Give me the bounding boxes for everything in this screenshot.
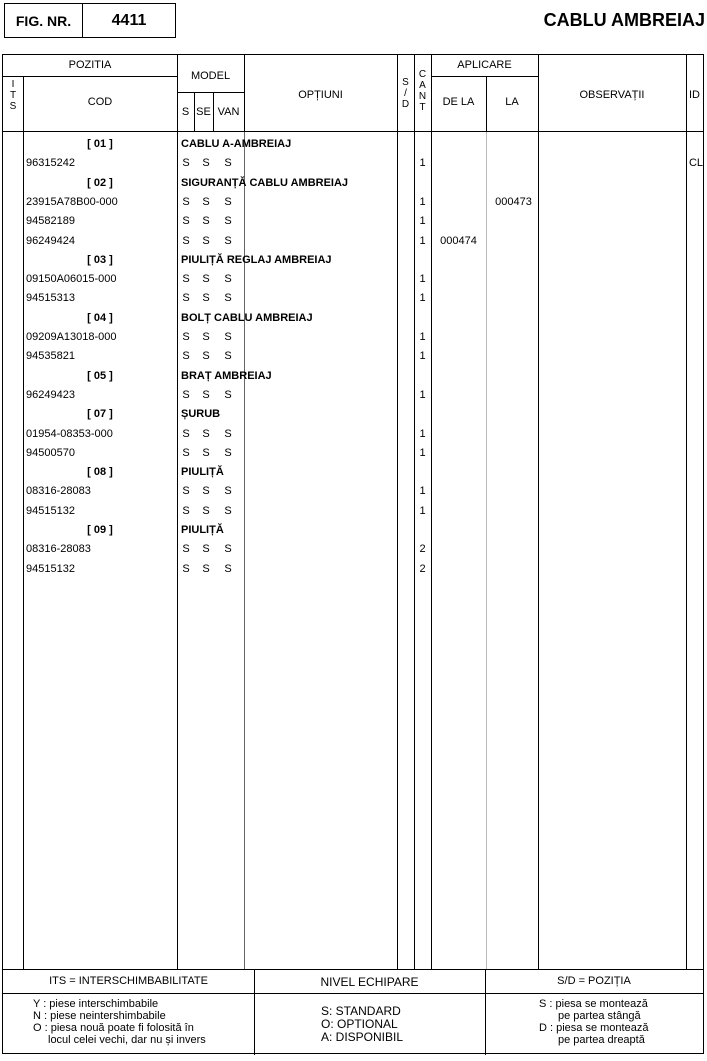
quantity-value: 2 xyxy=(419,543,426,556)
header-bottom-line xyxy=(3,131,703,132)
model-s-value: S xyxy=(182,331,190,343)
model-s-value: S xyxy=(182,485,190,498)
header-de-la: DE LA xyxy=(442,96,475,108)
header-model-s: S xyxy=(181,106,190,118)
footer-nivel-legend: S: STANDARD O: OPTIONAL A: DISPONIBIL xyxy=(321,1004,404,1044)
model-s-value: S xyxy=(182,350,190,363)
header-pozitia: POZITIA xyxy=(68,59,112,71)
model-s-value: S xyxy=(182,292,190,305)
model-s-value: S xyxy=(182,157,190,170)
model-s-value: S xyxy=(182,504,190,517)
quantity-value: 1 xyxy=(419,157,426,170)
model-van-value: S xyxy=(224,504,232,517)
model-van-value: S xyxy=(224,215,232,228)
part-code: 96249423 xyxy=(26,388,75,401)
model-se-value: S xyxy=(202,234,210,247)
quantity-value: 1 xyxy=(419,427,426,440)
part-code: 08316-28083 xyxy=(26,485,91,498)
quantity-value: 1 xyxy=(419,504,426,517)
part-row xyxy=(3,444,703,463)
part-code: 08316-28083 xyxy=(26,543,91,556)
part-code: 09150A06015-000 xyxy=(26,273,117,286)
model-se-value: S xyxy=(202,350,210,363)
part-code: 94515132 xyxy=(26,504,75,517)
header-model-van: VAN xyxy=(217,106,240,118)
figure-label: FIG. NR. xyxy=(5,4,83,37)
part-code: 94582189 xyxy=(26,215,75,228)
position-number: [ 08 ] xyxy=(87,466,113,479)
model-s-value: S xyxy=(182,562,190,575)
model-s-value: S xyxy=(182,388,190,401)
footer-top-line xyxy=(3,969,703,970)
part-row xyxy=(3,328,703,347)
position-number: [ 05 ] xyxy=(87,369,113,382)
header-observatii: OBSERVAȚII xyxy=(579,89,645,101)
part-row xyxy=(3,386,703,405)
header-its: I T S xyxy=(9,79,17,112)
model-se-value: S xyxy=(202,388,210,401)
model-se-value: S xyxy=(202,157,210,170)
part-row xyxy=(3,232,703,251)
quantity-value: 1 xyxy=(419,234,426,247)
footer-sd-title: S/D = POZIȚIA xyxy=(557,975,631,987)
part-row xyxy=(3,560,703,579)
part-row xyxy=(3,270,703,289)
model-divider xyxy=(177,92,244,93)
model-s-value: S xyxy=(182,273,190,286)
part-row xyxy=(3,347,703,366)
model-se-value: S xyxy=(202,273,210,286)
part-row xyxy=(3,540,703,559)
part-code: 96249424 xyxy=(26,234,75,247)
model-se-value: S xyxy=(202,215,210,228)
part-row xyxy=(3,289,703,308)
part-row xyxy=(3,482,703,501)
part-row xyxy=(3,212,703,231)
position-name: CABLU A-AMBREIAJ xyxy=(181,138,292,150)
model-s-value: S xyxy=(182,195,190,208)
model-se-value: S xyxy=(202,485,210,498)
quantity-value: 1 xyxy=(419,331,426,343)
part-code: 94515313 xyxy=(26,292,75,305)
footer-its-title: ITS = INTERSCHIMBABILITATE xyxy=(49,975,208,987)
position-name: PIULIȚĂ REGLAJ AMBREIAJ xyxy=(181,253,332,266)
header-model: MODEL xyxy=(190,70,231,82)
model-van-value: S xyxy=(224,388,232,401)
position-number: [ 09 ] xyxy=(87,524,113,536)
model-van-value: S xyxy=(224,543,232,556)
model-van-value: S xyxy=(224,427,232,440)
position-row xyxy=(3,463,703,482)
model-van-value: S xyxy=(224,562,232,575)
header-sd: S / D xyxy=(401,77,410,110)
position-number: [ 02 ] xyxy=(87,176,113,189)
part-row xyxy=(3,193,703,212)
part-code: 09209A13018-000 xyxy=(26,331,117,343)
part-code: 94515132 xyxy=(26,562,75,575)
model-s-value: S xyxy=(182,543,190,556)
quantity-value: 2 xyxy=(419,562,426,575)
quantity-value: 1 xyxy=(419,292,426,305)
position-row xyxy=(3,405,703,424)
quantity-value: 1 xyxy=(419,273,426,286)
position-row xyxy=(3,251,703,270)
model-van-value: S xyxy=(224,331,232,343)
page-title: CABLU AMBREIAJ xyxy=(543,10,705,30)
header-model-se: SE xyxy=(196,106,211,118)
aplicare-divider xyxy=(431,76,538,77)
position-number: [ 04 ] xyxy=(87,311,113,324)
quantity-value: 1 xyxy=(419,195,426,208)
header-la: LA xyxy=(505,96,519,108)
model-se-value: S xyxy=(202,562,210,575)
footer-nivel-title: NIVEL ECHIPARE xyxy=(320,975,419,989)
header-aplicare: APLICARE xyxy=(457,59,512,71)
model-se-value: S xyxy=(202,543,210,556)
position-row xyxy=(3,521,703,540)
model-se-value: S xyxy=(202,331,210,343)
quantity-value: 1 xyxy=(419,350,426,363)
header-cod: COD xyxy=(87,96,113,108)
model-s-value: S xyxy=(182,446,190,459)
position-number: [ 01 ] xyxy=(87,138,113,150)
model-van-value: S xyxy=(224,195,232,208)
position-number: [ 07 ] xyxy=(87,408,113,421)
position-name: SIGURANȚĂ CABLU AMBREIAJ xyxy=(181,176,349,189)
applies-from-value: 000474 xyxy=(440,234,477,247)
header-id: ID xyxy=(689,89,700,101)
quantity-value: 1 xyxy=(419,388,426,401)
parts-table xyxy=(2,54,704,1054)
footer-sd-legend: S : piesa se montează pe partea stângă D : piesa se montează pe partea dreaptă xyxy=(539,998,649,1046)
position-number: [ 03 ] xyxy=(87,253,113,266)
model-se-value: S xyxy=(202,504,210,517)
model-se-value: S xyxy=(202,427,210,440)
model-s-value: S xyxy=(182,427,190,440)
figure-number-box xyxy=(4,3,176,38)
model-van-value: S xyxy=(224,157,232,170)
position-name: ȘURUB xyxy=(181,408,221,421)
position-row xyxy=(3,135,703,154)
model-van-value: S xyxy=(224,350,232,363)
part-row xyxy=(3,502,703,521)
model-se-value: S xyxy=(202,292,210,305)
header-optiuni: OPȚIUNI xyxy=(298,89,343,101)
position-name: PIULIȚĂ xyxy=(181,466,224,479)
part-code: 96315242 xyxy=(26,157,75,170)
model-s-value: S xyxy=(182,215,190,228)
footer-its-legend: Y : piese interschimbabile N : piese neintershimbabile O : piesa nouă poate fi folosită în locul celei vechi, dar nu și invers xyxy=(33,998,206,1046)
quantity-value: 1 xyxy=(419,485,426,498)
model-se-value: S xyxy=(202,195,210,208)
part-code: 94535821 xyxy=(26,350,75,363)
header-cant: C A N T xyxy=(418,69,427,113)
part-code: 94500570 xyxy=(26,446,75,459)
model-van-value: S xyxy=(224,485,232,498)
part-code: 01954-08353-000 xyxy=(26,427,113,440)
position-name: BOLȚ CABLU AMBREIAJ xyxy=(181,311,313,324)
model-van-value: S xyxy=(224,234,232,247)
position-row xyxy=(3,174,703,193)
pozitia-divider xyxy=(3,76,177,77)
model-s-value: S xyxy=(182,234,190,247)
position-row xyxy=(3,367,703,386)
position-name: BRAȚ AMBREIAJ xyxy=(181,369,272,382)
footer-title-line xyxy=(3,993,703,994)
part-row xyxy=(3,425,703,444)
model-van-value: S xyxy=(224,446,232,459)
position-name: PIULIȚĂ xyxy=(181,524,224,536)
position-row xyxy=(3,309,703,328)
id-value: CL xyxy=(688,157,704,170)
part-row xyxy=(3,154,703,173)
quantity-value: 1 xyxy=(419,215,426,228)
model-van-value: S xyxy=(224,273,232,286)
model-se-value: S xyxy=(202,446,210,459)
part-code: 23915A78B00-000 xyxy=(26,195,118,208)
model-van-value: S xyxy=(224,292,232,305)
applies-to-value: 000473 xyxy=(495,195,532,208)
quantity-value: 1 xyxy=(419,446,426,459)
figure-number: 4411 xyxy=(111,11,147,29)
